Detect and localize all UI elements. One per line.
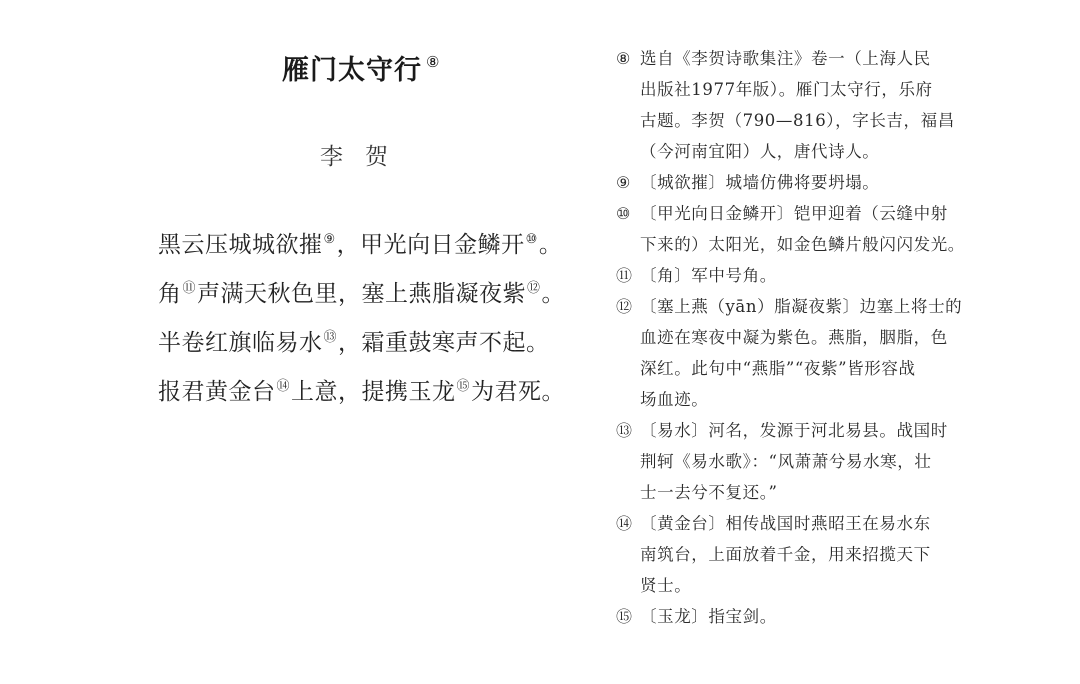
footnote-number: ⑧ [616,49,631,68]
footnote-line: 深红。此句中“燕脂”“夜紫”皆形容战 [640,359,916,378]
footnote-line: 场血迹。 [640,390,709,409]
footnotes-column [616,43,996,632]
poem-text: 报君黄金台 [158,379,276,405]
footnote-item [616,415,996,508]
footnote-item [616,508,996,601]
footnote-mark: ⑬ [323,330,338,345]
footnote-mark: ⑮ [456,379,471,394]
footnote-line: 荆轲《易水歌》：“风萧萧兮易水寒，壮 [640,452,932,471]
footnote-number: ⑩ [616,204,631,223]
footnote-mark: ⑨ [323,232,336,247]
poem-body [158,218,603,414]
footnote-number: ⑫ [616,297,633,316]
footnote-line: 〔城欲摧〕城墙仿佛将要坍塌。 [640,173,880,192]
poem-title [282,48,440,87]
footnote-text [640,167,996,198]
footnote-mark: ⑪ [182,281,197,296]
poem-text: 角 [158,281,182,307]
footnote-text [640,601,996,632]
footnote-text [640,415,996,508]
footnote-mark: ⑫ [527,281,541,296]
poem-text: 声满天秋色里，塞上燕脂凝夜紫 [197,281,527,307]
footnote-number: ⑮ [616,607,633,626]
footnote-text [640,260,996,291]
footnote-line: 〔甲光向日金鳞开〕铠甲迎着（云缝中射 [640,204,948,223]
footnote-line: 南筑台，上面放着千金，用来招揽天下 [640,545,931,564]
footnote-line: 出版社1977年版）。雁门太守行，乐府 [640,80,933,99]
poem-text: 。 [538,232,563,258]
footnote-item [616,43,996,167]
footnote-item [616,291,996,415]
footnote-mark: ⑧ [426,53,441,71]
footnote-line: 〔黄金台〕相传战国时燕昭王在易水东 [640,514,931,533]
poem-author: 李贺 [320,144,410,170]
poem-text: 半卷红旗临易水 [158,330,323,356]
footnote-item [616,601,996,632]
footnote-line: 古题。李贺（790—816），字长吉，福昌 [640,111,955,130]
footnote-number: ⑬ [616,421,633,440]
footnote-line: 士一去兮不复还。” [640,483,778,502]
poem-text: 上意，提携玉龙 [291,379,456,405]
footnote-text [640,508,996,601]
footnote-text [640,198,996,260]
footnote-line: 血迹在寒夜中凝为紫色。燕脂，胭脂，色 [640,328,948,347]
footnote-line: 选自《李贺诗歌集注》卷一（上海人民 [640,49,931,68]
footnote-number: ⑭ [616,514,633,533]
poem-text: 为君死。 [471,379,566,405]
poem-text: ，霜重鼓寒声不起。 [338,330,550,356]
footnote-number: ⑪ [616,266,633,285]
footnote-item [616,198,996,260]
footnote-number: ⑨ [616,173,631,192]
footnote-line: （今河南宜阳）人，唐代诗人。 [640,142,880,161]
footnote-text [640,291,996,415]
footnote-mark: ⑭ [276,379,291,394]
footnote-line: 〔玉龙〕指宝剑。 [640,607,777,626]
poem-text: ，甲光向日金鳞开 [336,232,525,258]
footnote-line: 下来的）太阳光，如金色鳞片般闪闪发光。 [640,235,965,254]
footnote-text [640,43,996,167]
footnote-item [616,260,996,291]
poem-text: 。 [541,281,566,307]
footnote-line: 〔塞上燕（yān）脂凝夜紫〕边塞上将士的 [640,297,963,316]
poem-line [158,365,603,414]
poem-line [158,267,603,316]
poem-text: 黑云压城城欲摧 [158,232,323,258]
poem-title-text: 雁门太守行 [282,55,422,86]
footnote-line: 贤士。 [640,576,692,595]
footnote-line: 〔易水〕河名，发源于河北易县。战国时 [640,421,948,440]
poem-line [158,218,603,267]
poem-line [158,316,603,365]
footnote-item [616,167,996,198]
footnote-mark: ⑩ [525,232,538,247]
footnote-line: 〔角〕军中号角。 [640,266,777,285]
